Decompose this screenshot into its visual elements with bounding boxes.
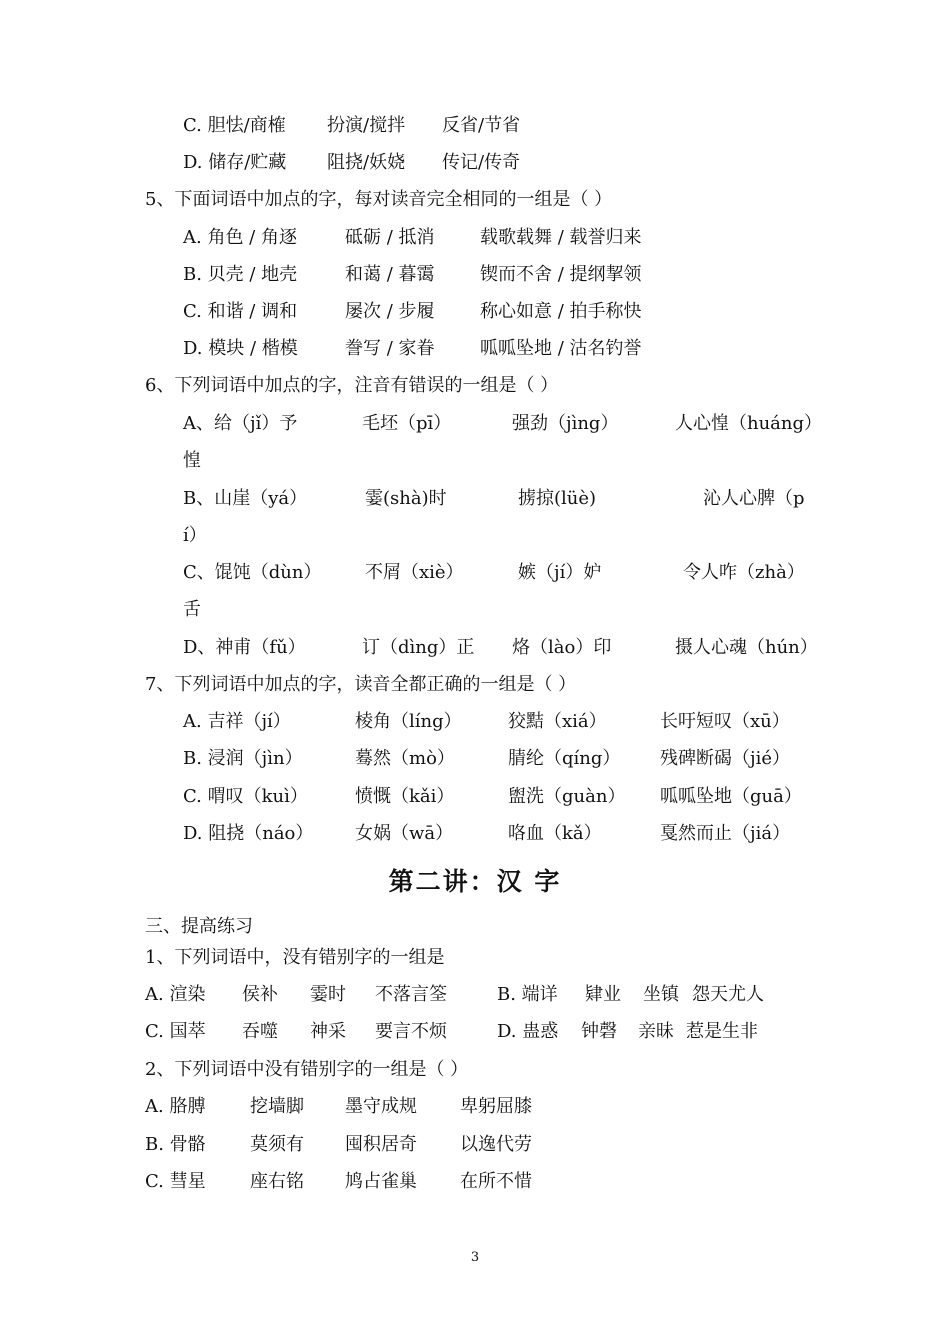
option-text: B. 浸润（jìn） [183, 748, 303, 769]
option-text: 咯血（kǎ） [508, 823, 602, 844]
option-text: 棱角（líng） [355, 711, 462, 732]
option-text: C. 彗星 [145, 1171, 206, 1192]
option-text: 亲昧 [638, 1021, 674, 1042]
s2-q2-stem: 2、下列词语中没有错别字的一组是（ ） [145, 1059, 469, 1080]
option-text: 阻挠/妖娆 [327, 152, 406, 173]
option-text: 墨守成规 [345, 1096, 417, 1117]
option-text: 钟磬 [581, 1021, 617, 1042]
option-text: 吞噬 [242, 1021, 278, 1042]
option-text: 屡次 / 步履 [345, 301, 435, 322]
option-text: 烙（lào）印 [512, 637, 612, 658]
option-text: B. 骨骼 [145, 1134, 206, 1155]
option-text: 座右铭 [250, 1171, 304, 1192]
option-text: D. 阻挠（náo） [183, 823, 314, 844]
option-text: D. 模块 / 楷模 [183, 338, 298, 359]
option-text: 令人咋（zhà） [683, 562, 805, 583]
option-text: 惹是生非 [686, 1021, 758, 1042]
q6-option-a-wrap: 惶 [183, 450, 201, 471]
option-text: 莫须有 [250, 1134, 304, 1155]
option-text: 长吁短叹（xū） [660, 711, 790, 732]
option-text: C. 喟叹（kuì） [183, 786, 308, 807]
option-text: 砥砺 / 抵消 [345, 227, 435, 248]
option-text: 沁人心脾（p [703, 488, 805, 509]
option-text: 载歌载舞 / 载誉归来 [480, 227, 642, 248]
q6-option-b-wrap: í） [183, 525, 207, 546]
option-text: 卑躬屈膝 [460, 1096, 532, 1117]
option-text: 腈纶（qíng） [508, 748, 621, 769]
option-text: 囤积居奇 [345, 1134, 417, 1155]
option-text: 怨天尤人 [692, 984, 764, 1005]
option-text: 嫉（jí）妒 [518, 562, 602, 583]
option-text: 戛然而止（jiá） [660, 823, 791, 844]
option-text: 残碑断碣（jié） [660, 748, 790, 769]
option-text: 不屑（xiè） [365, 562, 464, 583]
option-text: 蓦然（mò） [355, 748, 455, 769]
s2-q1-stem: 1、下列词语中，没有错别字的一组是 [145, 947, 445, 968]
q7-stem: 7、下列词语中加点的字，读音全都正确的一组是（ ） [145, 674, 577, 695]
option-text: B. 端详 [497, 984, 558, 1005]
option-text: 反省/节省 [442, 115, 521, 136]
q6-stem: 6、下列词语中加点的字，注音有错误的一组是（ ） [145, 375, 559, 396]
option-text: B. 贝壳 / 地壳 [183, 264, 298, 285]
option-text: 人心惶（huáng） [675, 413, 823, 434]
option-text: 摄人心魂（hún） [675, 637, 818, 658]
option-text: A. 渲染 [145, 984, 206, 1005]
option-text: 狡黠（xiá） [508, 711, 607, 732]
option-text: B、山崖（yá） [183, 488, 308, 509]
option-text: 强劲（jìng） [512, 413, 619, 434]
option-text: 掳掠(lüè) [518, 488, 597, 509]
option-text: 要言不烦 [375, 1021, 447, 1042]
option-text: 称心如意 / 拍手称快 [480, 301, 642, 322]
option-text: A. 吉祥（jí） [183, 711, 291, 732]
page-number: 3 [470, 1250, 480, 1265]
option-text: 神采 [310, 1021, 346, 1042]
option-text: A. 角色 / 角逐 [183, 227, 297, 248]
option-text: 誊写 / 家眷 [345, 338, 435, 359]
q6-option-c-wrap: 舌 [183, 599, 201, 620]
section-subheading: 三、提高练习 [145, 916, 253, 937]
option-text: C. 国萃 [145, 1021, 206, 1042]
option-text: 呱呱坠地 / 沽名钓誉 [480, 338, 642, 359]
option-text: 愤慨（kǎi） [355, 786, 455, 807]
option-text: 鸠占雀巢 [345, 1171, 417, 1192]
option-text: 在所不惜 [460, 1171, 532, 1192]
option-text: D. 蛊惑 [497, 1021, 559, 1042]
option-text: 订（dìng）正 [362, 637, 475, 658]
option-text: 扮演/搅拌 [327, 115, 406, 136]
option-text: 侯补 [242, 984, 278, 1005]
option-text: 以逸代劳 [460, 1134, 532, 1155]
option-text: 和蔼 / 暮霭 [345, 264, 435, 285]
option-text: 挖墙脚 [250, 1096, 304, 1117]
option-text: D、神甫（fǔ） [183, 637, 306, 658]
q5-stem: 5、下面词语中加点的字，每对读音完全相同的一组是（ ） [145, 189, 613, 210]
option-text: C、馄饨（dùn） [183, 562, 322, 583]
option-text: 坐镇 [643, 984, 679, 1005]
option-text: 不落言筌 [375, 984, 447, 1005]
option-text: 霎时 [310, 984, 346, 1005]
option-text: 霎(shà)时 [365, 488, 447, 509]
option-text: 呱呱坠地（guā） [660, 786, 802, 807]
option-text: 肄业 [585, 984, 621, 1005]
option-text: C. 和谐 / 调和 [183, 301, 298, 322]
option-text: 传记/传奇 [442, 152, 521, 173]
option-text: 毛坯（pī） [362, 413, 452, 434]
option-text: 女娲（wā） [355, 823, 454, 844]
option-text: 盥洗（guàn） [508, 786, 626, 807]
option-text: A、给（jǐ）予 [183, 413, 298, 434]
section-title: 第二讲：汉 字 [388, 867, 562, 896]
option-text: D. 储存/贮藏 [183, 152, 287, 173]
option-text: A. 胳膊 [145, 1096, 206, 1117]
option-text: C. 胆怯/商榷 [183, 115, 286, 136]
option-text: 锲而不舍 / 提纲挈领 [480, 264, 642, 285]
